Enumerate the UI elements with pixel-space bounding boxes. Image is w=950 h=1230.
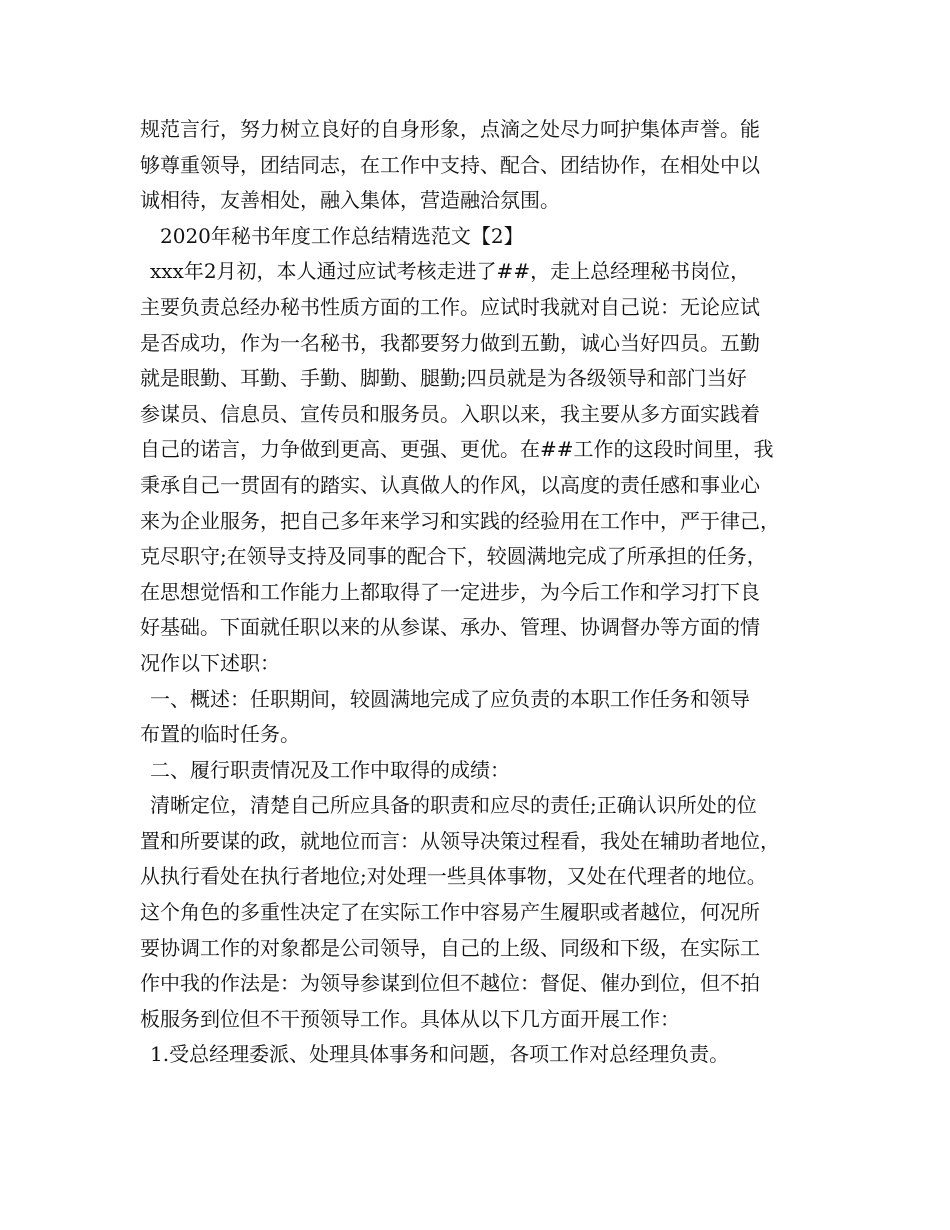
text-line: 是否成功，作为一名秘书，我都要努力做到五勤，诚心当好四员。五勤 [140, 330, 760, 355]
text-line: xxx年2月初，本人通过应试考核走进了##，走上总经理秘书岗位， [150, 259, 751, 284]
text-line: 诚相待，友善相处，融入集体，营造融洽氛围。 [140, 188, 560, 213]
text-line: 参谋员、信息员、宣传员和服务员。入职以来，我主要从多方面实践着 [140, 401, 760, 426]
text-line: 够尊重领导，团结同志，在工作中支持、配合、团结协作，在相处中以 [140, 152, 760, 177]
text-line: 在思想觉悟和工作能力上都取得了一定进步，为今后工作和学习打下良 [140, 579, 760, 604]
text-line: 规范言行，努力树立良好的自身形象，点滴之处尽力呵护集体声誉。能 [140, 117, 760, 141]
text-line: 主要负责总经办秘书性质方面的工作。应试时我就对自己说：无论应试 [140, 294, 760, 319]
text-line: 这个角色的多重性决定了在实际工作中容易产生履职或者越位，何况所 [140, 900, 760, 925]
text-line: 况作以下述职： [140, 650, 280, 675]
text-line: 从执行看处在执行者地位;对处理一些具体事物，又处在代理者的地位。 [140, 864, 767, 889]
text-line: 克尽职守;在领导支持及同事的配合下，较圆满地完成了所承担的任务， [140, 544, 767, 569]
section-heading: 2020年秘书年度工作总结精选范文【2】 [160, 223, 524, 248]
text-line: 一、概述：任职期间，较圆满地完成了应负责的本职工作任务和领导 [150, 686, 750, 711]
text-line: 板服务到位但不干预领导工作。具体从以下几方面开展工作： [140, 1006, 680, 1031]
text-line: 作中我的作法是：为领导参谋到位但不越位：督促、催办到位，但不拍 [140, 971, 760, 996]
text-line: 1.受总经理委派、处理具体事务和问题，各项工作对总经理负责。 [150, 1042, 730, 1067]
text-line: 好基础。下面就任职以来的从参谋、承办、管理、协调督办等方面的情 [140, 615, 760, 640]
text-line: 自己的诺言，力争做到更高、更强、更优。在##工作的这段时间里，我 [140, 437, 774, 462]
text-line: 要协调工作的对象都是公司领导，自己的上级、同级和下级，在实际工 [140, 935, 760, 960]
text-line: 来为企业服务，把自己多年来学习和实践的经验用在工作中，严于律己， [140, 508, 780, 533]
text-line: 二、履行职责情况及工作中取得的成绩： [150, 757, 510, 782]
text-line: 秉承自己一贯固有的踏实、认真做人的作风，以高度的责任感和事业心 [140, 472, 760, 497]
text-line: 清晰定位，清楚自己所应具备的职责和应尽的责任;正确认识所处的位 [150, 793, 757, 818]
text-line: 就是眼勤、耳勤、手勤、脚勤、腿勤;四员就是为各级领导和部门当好 [140, 366, 747, 391]
text-line: 置和所要谋的政，就地位而言：从领导决策过程看，我处在辅助者地位， [140, 828, 780, 853]
document-body [140, 112, 820, 1073]
text-line: 布置的临时任务。 [140, 722, 300, 747]
